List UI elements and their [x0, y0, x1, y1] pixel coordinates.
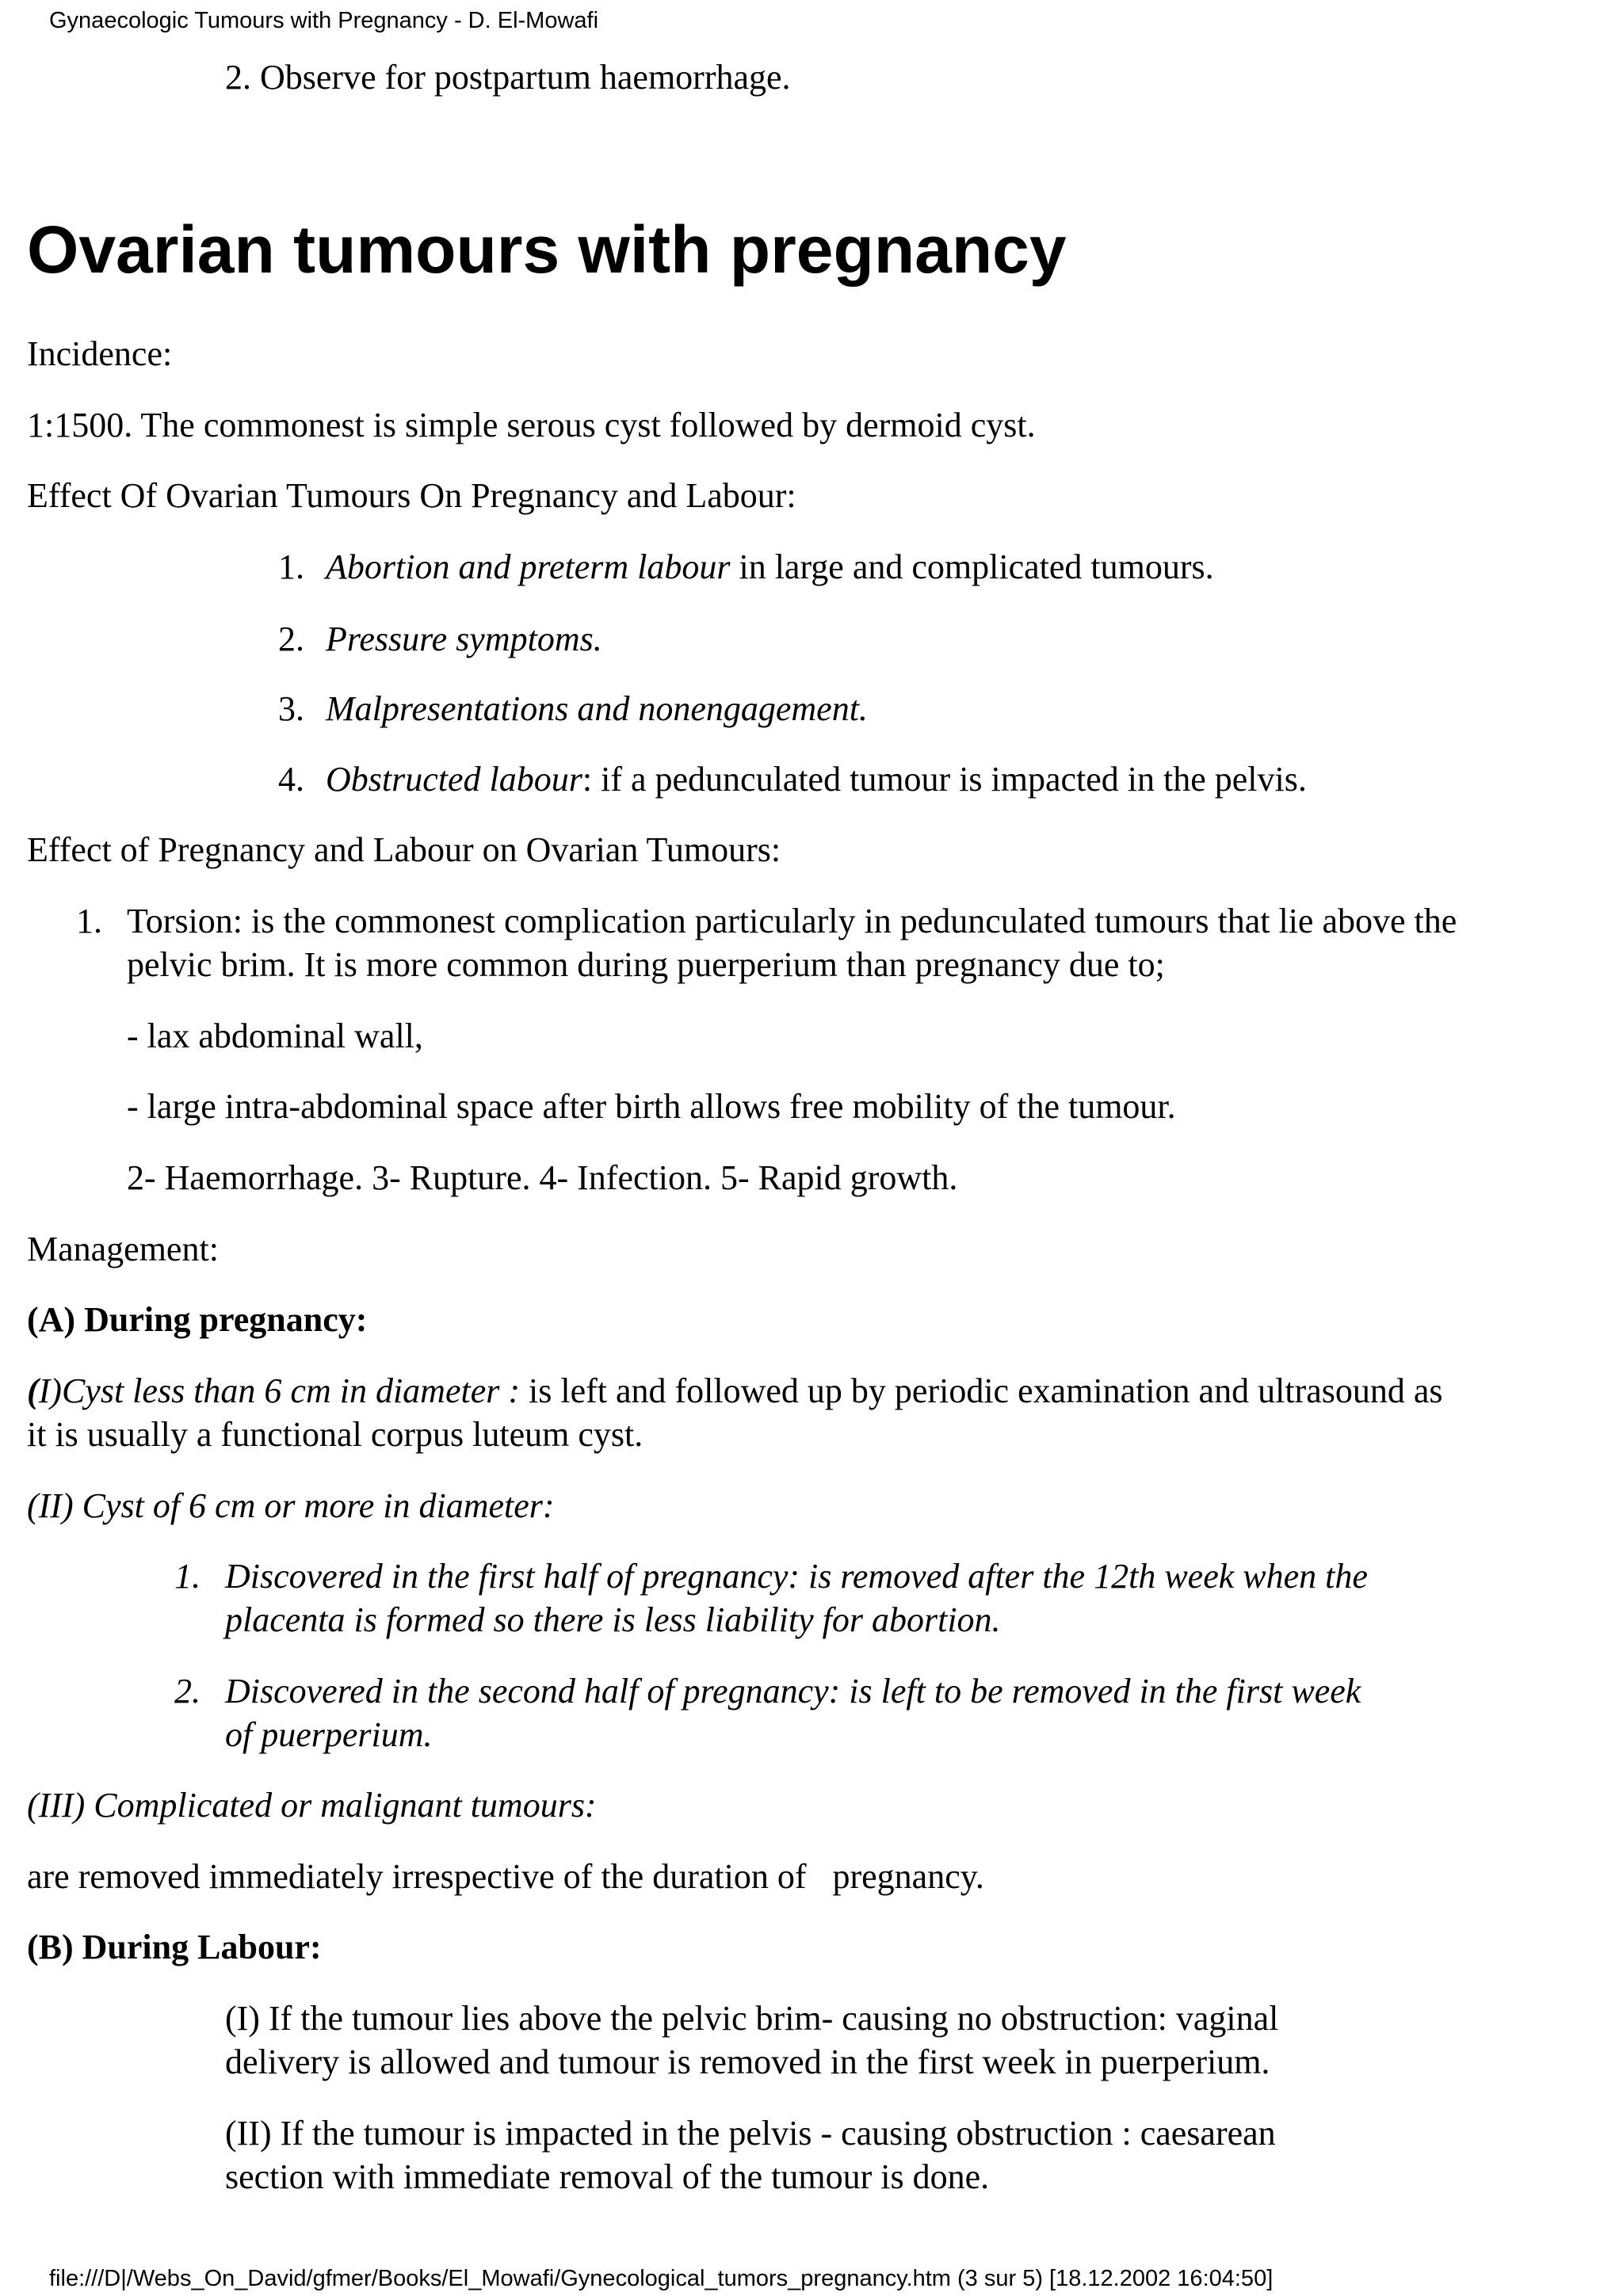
cyst-large-item-line-1: Discovered in the first half of pregnancy: is removed after the 12th week when the — [225, 1557, 1368, 1596]
item-emphasis: Abortion and preterm labour — [326, 547, 731, 586]
other-complications: 2- Haemorrhage. 3- Rupture. 4- Infection. 5- Rapid growth. — [127, 1158, 958, 1197]
torsion-number: 1. — [76, 902, 102, 940]
item-text: in large and complicated tumours. — [730, 547, 1214, 586]
postpartum-item: 2. Observe for postpartum haemorrhage. — [225, 58, 791, 97]
incidence-label: Incidence: — [27, 334, 173, 373]
item-number: 1. — [278, 547, 304, 586]
item-emphasis: Pressure symptoms. — [326, 620, 602, 658]
management-label: Management: — [27, 1230, 219, 1268]
effect-on-pregnancy-heading: Effect Of Ovarian Tumours On Pregnancy and Labour: — [27, 476, 796, 515]
item-text: : if a pedunculated tumour is impacted in the pelvis. — [582, 760, 1307, 799]
effect-on-tumours-heading: Effect of Pregnancy and Labour on Ovarian Tumours: — [27, 830, 781, 869]
effect-item — [262, 757, 1307, 802]
cyst-large-heading: (II) Cyst of 6 cm or more in diameter: — [27, 1486, 555, 1525]
cyst-large-item-line-2: of puerperium. — [225, 1715, 433, 1754]
labour-option-2-line-2: section with immediate removal of the tumour is done. — [225, 2157, 990, 2196]
cyst-large-item-line-1: Discovered in the second half of pregnancy: is left to be removed in the first week — [225, 1672, 1361, 1711]
paren: ( — [27, 1371, 39, 1410]
page-running-title: Gynaecologic Tumours with Pregnancy - D. El-Mowafi — [49, 8, 599, 33]
complicated-text: are removed immediately irrespective of the duration of pregnancy. — [27, 1857, 984, 1896]
torsion-line-2: pelvic brim. It is more common during puerperium than pregnancy due to; — [127, 945, 1165, 984]
cyst-small-text: is left and followed up by periodic examination and ultrasound as — [520, 1371, 1443, 1410]
page-footer-path: file:///D|/Webs_On_David/gfmer/Books/El_Mowafi/Gynecological_tumors_pregnancy.htm (3 sur 5) [18.12.2002 16:04:50] — [49, 2266, 1274, 2291]
labour-option-1-line-1: (I) If the tumour lies above the pelvic brim- causing no obstruction: vaginal — [225, 1999, 1279, 2038]
item-emphasis: Obstructed labour — [326, 760, 582, 799]
during-labour-heading: (B) During Labour: — [27, 1928, 322, 1966]
torsion-cause-1: - lax abdominal wall, — [127, 1016, 423, 1055]
labour-option-2-line-1: (II) If the tumour is impacted in the pelvis - causing obstruction : caesarean — [225, 2114, 1276, 2153]
torsion-line-1: Torsion: is the commonest complication particularly in pedunculated tumours that lie above the — [127, 902, 1457, 940]
item-number: 2. — [278, 620, 304, 658]
item-emphasis: Malpresentations and nonengagement. — [326, 689, 868, 728]
section-title: Ovarian tumours with pregnancy — [27, 212, 1067, 287]
effect-item — [262, 687, 868, 731]
effect-item — [262, 545, 1214, 589]
labour-option-1-line-2: delivery is allowed and tumour is removed in the first week in puerperium. — [225, 2042, 1270, 2081]
cyst-large-item-number: 1. — [174, 1557, 200, 1596]
cyst-large-item-line-2: placenta is formed so there is less liability for abortion. — [225, 1600, 1001, 1639]
complicated-heading: (III) Complicated or malignant tumours: — [27, 1786, 597, 1825]
cyst-small-line-2: it is usually a functional corpus luteum cyst. — [27, 1415, 643, 1454]
cyst-small-line-1 — [27, 1369, 1443, 1413]
cyst-large-item-number: 2. — [174, 1672, 200, 1711]
torsion-cause-2: - large intra-abdominal space after birth allows free mobility of the tumour. — [127, 1087, 1176, 1126]
effect-item — [262, 617, 602, 662]
cyst-small-heading: I)Cyst less than 6 cm in diameter : — [38, 1371, 520, 1410]
item-number: 3. — [278, 689, 304, 728]
item-number: 4. — [278, 760, 304, 799]
during-pregnancy-heading: (A) During pregnancy: — [27, 1300, 368, 1339]
incidence-text: 1:1500. The commonest is simple serous cyst followed by dermoid cyst. — [27, 406, 1036, 444]
